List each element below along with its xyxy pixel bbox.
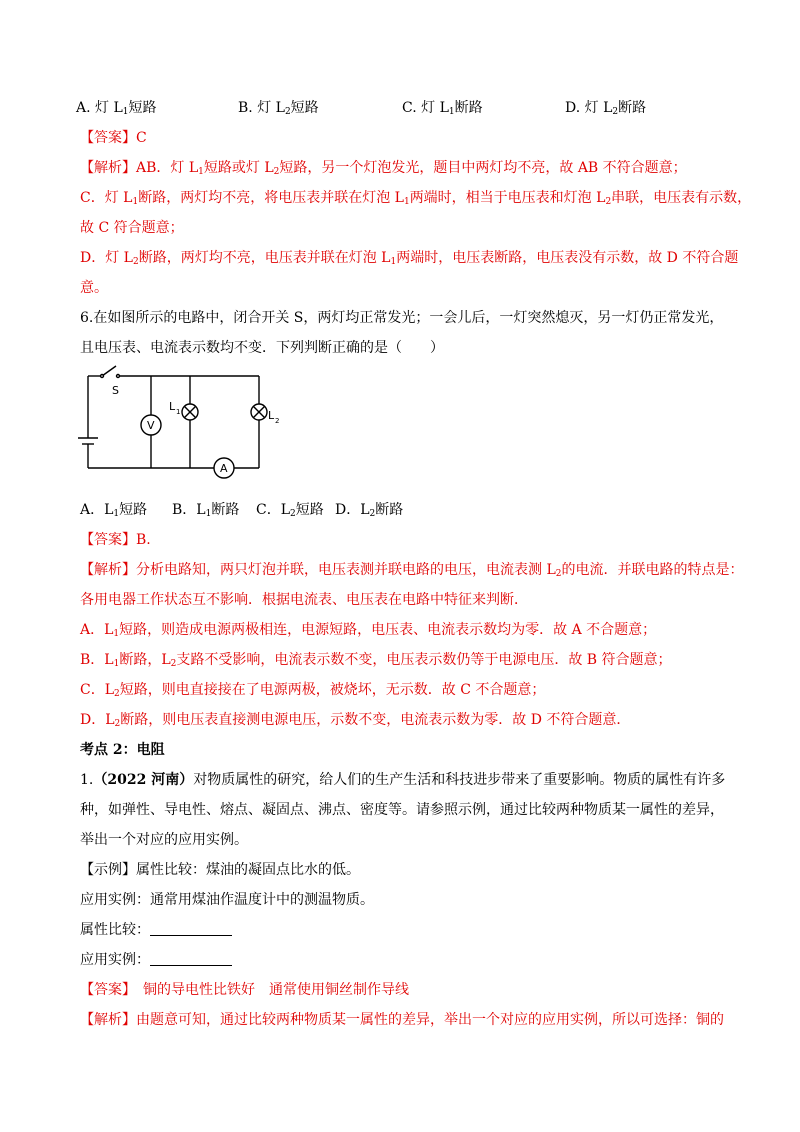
q5-option-b: B. 灯 $L_2$短路 [238,100,319,117]
q1-question-line-3: 举出一个对应的应用实例。 [80,832,248,848]
section-title: 考点 2：电阻 [80,742,165,758]
q6-option-d: D．$L_2$断路 [335,502,404,519]
q1-fill-property: 属性比较： [80,920,232,940]
voltmeter-label: V [147,419,155,432]
q5-option-d: D. 灯 $L_2$断路 [565,100,647,117]
answer-blank-2[interactable] [150,951,232,966]
q1-fill-application: 应用实例： [80,950,232,970]
q1-answer: 【答案】 铜的导电性比铁好 通常使用铜丝制作导线 [80,982,409,998]
ammeter-label: A [220,462,228,475]
switch-blade [102,366,116,376]
q5-analysis-line-2: C．灯 $L_1$断路，两灯均不亮，将电压表并联在灯泡 $L_1$两端时，相当于电压表和灯泡 $L_2$串联，电压表有示数， [80,190,752,207]
answer-blank-1[interactable] [150,921,232,936]
q1-example: 【示例】属性比较：煤油的凝固点比水的低。 [80,862,360,878]
l2-sub: 2 [275,417,280,425]
q1-question-line-1: 1.（2022 河南）对物质属性的研究，给人们的生产生活和科技进步带来了重要影响。物质的属性有许多 [80,772,726,788]
q6-analysis-line-1: 【解析】分析电路知，两只灯泡并联，电压表测并联电路的电压，电流表测 $L_2$的电流．并联电路的特点是： [80,562,744,579]
q5-option-a: A. 灯 $L_1$短路 [76,100,157,117]
q5-option-c: C. 灯 $L_1$断路 [402,100,483,117]
q5-analysis-line-4: D．灯 $L_2$断路，两灯均不亮，电压表并联在灯泡 $L_1$两端时，电压表断路，电压表没有示数，故 D 不符合题 [80,250,739,267]
q6-analysis-line-6: D．$L_2$断路，则电压表直接测电源电压，示数不变，电流表示数为零．故 D 不符合题意． [80,712,631,729]
q5-answer: 【答案】C [80,130,147,146]
l1-sub: 1 [176,408,181,416]
q1-analysis: 【解析】由题意可知，通过比较两种物质某一属性的差异，举出一个对应的应用实例，所以可选择：铜的 [80,1012,724,1028]
circuit-diagram [70,360,280,480]
q5-analysis-line-5: 意。 [80,280,108,296]
q6-question-line-1: 6.在如图所示的电路中，闭合开关 S，两灯均正常发光；一会儿后，一灯突然熄灭，另一灯仍正常发光， [80,310,724,326]
switch-label: S [112,384,119,397]
q1-example-application: 应用实例：通常用煤油作温度计中的测温物质。 [80,892,374,908]
l2-label: L [268,409,275,422]
q1-question-line-2: 种，如弹性、导电性、熔点、凝固点、沸点、密度等。请参照示例，通过比较两种物质某一属性的差异， [80,802,724,818]
q6-analysis-line-3: A．$L_1$短路，则造成电源两极相连，电源短路，电压表、电流表示数均为零．故 A 不合题意； [80,622,657,639]
q6-question-line-2: 且电压表、电流表示数均不变．下列判断正确的是（ ） [80,340,444,356]
l1-label: L [169,400,176,413]
q6-analysis-line-2: 各用电器工作状态互不影响．根据电流表、电压表在电路中特征来判断． [80,592,528,608]
q6-analysis-line-5: C．$L_2$短路，则电直接接在了电源两极，被烧坏，无示数．故 C 不合题意； [80,682,546,699]
q6-option-c: C．$L_2$短路 [256,502,324,519]
q5-analysis-line-3: 故 C 符合题意； [80,220,184,236]
q6-answer: 【答案】B. [80,532,151,548]
q6-analysis-line-4: B．$L_1$断路，$L_2$支路不受影响，电流表示数不变，电压表示数仍等于电源电压．故 B 符合题意； [80,652,672,669]
q6-option-a: A．$L_1$短路 [80,502,148,519]
q5-analysis-line-1: 【解析】AB．灯 $L_1$短路或灯 $L_2$短路，另一个灯泡发光，题目中两灯均不亮，故 AB 不符合题意； [80,160,687,177]
q6-option-b: B．$L_1$断路 [172,502,240,519]
